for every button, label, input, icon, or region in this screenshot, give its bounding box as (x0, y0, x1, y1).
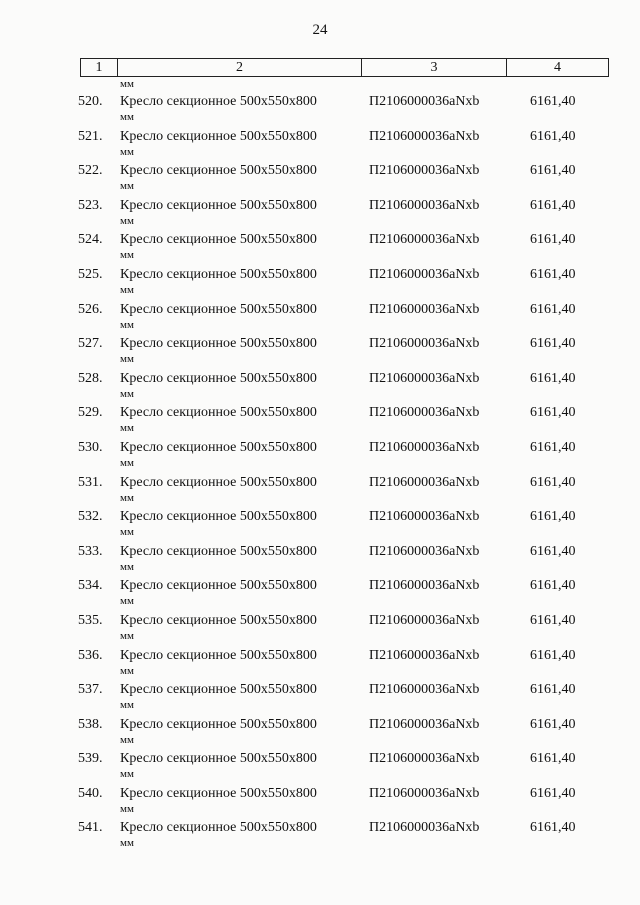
item-price: 6161,40 (530, 647, 576, 663)
item-name: Кресло секционное 500х550х800 (120, 336, 317, 352)
row-number: 533. (78, 543, 103, 559)
item-price: 6161,40 (530, 94, 576, 109)
item-code: П2106000036aNxb (369, 301, 480, 317)
table-row (0, 94, 640, 129)
item-unit: мм (120, 214, 134, 227)
header-col-2: 2 (118, 59, 362, 76)
item-name: Кресло секционное 500х550х800 (120, 128, 317, 144)
table-row (0, 717, 640, 752)
item-price: 6161,40 (530, 578, 576, 594)
row-number: 535. (78, 612, 103, 628)
row-number: 526. (78, 301, 103, 317)
table-row (0, 163, 640, 198)
item-unit: мм (120, 768, 134, 781)
item-price: 6161,40 (530, 197, 576, 213)
item-name: Кресло секционное 500х550х800 (120, 197, 317, 213)
item-unit: мм (120, 837, 134, 850)
table-row (0, 648, 640, 683)
item-unit: мм (120, 111, 134, 123)
item-code: П2106000036aNxb (369, 612, 480, 628)
item-code: П2106000036aNxb (369, 94, 480, 109)
item-name: Кресло секционное 500х550х800 (120, 647, 317, 663)
item-name: Кресло секционное 500х550х800 (120, 716, 317, 732)
row-number: 528. (78, 370, 103, 386)
table-row (0, 336, 640, 371)
row-number: 521. (78, 128, 103, 144)
carryover-unit: мм (120, 78, 134, 90)
item-price: 6161,40 (530, 682, 576, 698)
item-unit: мм (120, 353, 134, 366)
item-price: 6161,40 (530, 543, 576, 559)
item-unit: мм (120, 733, 134, 746)
item-unit: мм (120, 387, 134, 400)
item-unit: мм (120, 699, 134, 712)
item-unit: мм (120, 595, 134, 608)
item-code: П2106000036aNxb (369, 232, 480, 248)
item-price: 6161,40 (530, 336, 576, 352)
item-name: Кресло секционное 500х550х800 (120, 370, 317, 386)
table-row (0, 232, 640, 267)
item-price: 6161,40 (530, 751, 576, 767)
row-number: 524. (78, 232, 103, 248)
item-code: П2106000036aNxb (369, 266, 480, 282)
item-name: Кресло секционное 500х550х800 (120, 301, 317, 317)
item-name: Кресло секционное 500х550х800 (120, 94, 317, 109)
header-col-1: 1 (81, 59, 118, 76)
row-number: 520. (78, 94, 103, 109)
row-number: 540. (78, 785, 103, 801)
item-name: Кресло секционное 500х550х800 (120, 682, 317, 698)
item-unit: мм (120, 283, 134, 296)
table-row (0, 544, 640, 579)
item-price: 6161,40 (530, 820, 576, 836)
row-number: 532. (78, 509, 103, 525)
row-number: 527. (78, 336, 103, 352)
item-price: 6161,40 (530, 439, 576, 455)
row-number: 538. (78, 716, 103, 732)
item-code: П2106000036aNxb (369, 474, 480, 490)
item-code: П2106000036aNxb (369, 751, 480, 767)
item-code: П2106000036aNxb (369, 405, 480, 421)
item-code: П2106000036aNxb (369, 682, 480, 698)
table-row (0, 371, 640, 406)
header-col-4: 4 (554, 60, 561, 75)
item-code: П2106000036aNxb (369, 197, 480, 213)
item-unit: мм (120, 180, 134, 193)
item-unit: мм (120, 249, 134, 262)
item-name: Кресло секционное 500х550х800 (120, 820, 317, 836)
item-price: 6161,40 (530, 612, 576, 628)
table-row (0, 820, 640, 855)
item-name: Кресло секционное 500х550х800 (120, 751, 317, 767)
table-row (0, 682, 640, 717)
row-number: 522. (78, 163, 103, 179)
table-row (0, 129, 640, 164)
page-number: 24 (312, 22, 328, 38)
row-number: 536. (78, 647, 103, 663)
item-name: Кресло секционное 500х550х800 (120, 509, 317, 525)
table-header (80, 58, 609, 77)
table-row (0, 475, 640, 510)
table-row (0, 578, 640, 613)
item-unit: мм (120, 629, 134, 642)
item-price: 6161,40 (530, 128, 576, 144)
item-name: Кресло секционное 500х550х800 (120, 405, 317, 421)
row-number: 541. (78, 820, 103, 836)
item-price: 6161,40 (530, 266, 576, 282)
item-code: П2106000036aNxb (369, 163, 480, 179)
table-row (0, 751, 640, 786)
item-name: Кресло секционное 500х550х800 (120, 474, 317, 490)
item-code: П2106000036aNxb (369, 716, 480, 732)
item-name: Кресло секционное 500х550х800 (120, 578, 317, 594)
item-unit: мм (120, 802, 134, 815)
item-code: П2106000036aNxb (369, 578, 480, 594)
item-price: 6161,40 (530, 370, 576, 386)
item-price: 6161,40 (530, 716, 576, 732)
item-unit: мм (120, 145, 134, 158)
table-row (0, 613, 640, 648)
item-code: П2106000036aNxb (369, 128, 480, 144)
item-code: П2106000036aNxb (369, 509, 480, 525)
row-number: 530. (78, 439, 103, 455)
item-unit: мм (120, 526, 134, 539)
row-number: 539. (78, 751, 103, 767)
item-price: 6161,40 (530, 474, 576, 490)
item-unit: мм (120, 422, 134, 435)
item-code: П2106000036aNxb (369, 336, 480, 352)
row-number: 525. (78, 266, 103, 282)
table-row (0, 198, 640, 233)
item-price: 6161,40 (530, 405, 576, 421)
item-unit: мм (120, 560, 134, 573)
item-code: П2106000036aNxb (369, 785, 480, 801)
item-code: П2106000036aNxb (369, 543, 480, 559)
item-unit: мм (120, 318, 134, 331)
item-code: П2106000036aNxb (369, 820, 480, 836)
row-number: 537. (78, 682, 103, 698)
item-name: Кресло секционное 500х550х800 (120, 439, 317, 455)
row-number: 534. (78, 578, 103, 594)
row-number: 531. (78, 474, 103, 490)
item-name: Кресло секционное 500х550х800 (120, 232, 317, 248)
item-price: 6161,40 (530, 163, 576, 179)
item-name: Кресло секционное 500х550х800 (120, 266, 317, 282)
row-number: 523. (78, 197, 103, 213)
item-unit: мм (120, 664, 134, 677)
item-name: Кресло секционное 500х550х800 (120, 785, 317, 801)
header-col-3: 3 (362, 59, 507, 76)
item-code: П2106000036aNxb (369, 439, 480, 455)
item-code: П2106000036aNxb (369, 647, 480, 663)
table-row (0, 440, 640, 475)
table-body (0, 94, 640, 855)
item-price: 6161,40 (530, 509, 576, 525)
table-row (0, 405, 640, 440)
item-unit: мм (120, 456, 134, 469)
item-price: 6161,40 (530, 301, 576, 317)
row-number: 529. (78, 405, 103, 421)
item-unit: мм (120, 491, 134, 504)
item-code: П2106000036aNxb (369, 370, 480, 386)
table-row (0, 267, 640, 302)
item-price: 6161,40 (530, 785, 576, 801)
item-name: Кресло секционное 500х550х800 (120, 543, 317, 559)
item-price: 6161,40 (530, 232, 576, 248)
table-row (0, 786, 640, 821)
item-name: Кресло секционное 500х550х800 (120, 612, 317, 628)
table-row (0, 302, 640, 337)
table-row (0, 509, 640, 544)
item-name: Кресло секционное 500х550х800 (120, 163, 317, 179)
